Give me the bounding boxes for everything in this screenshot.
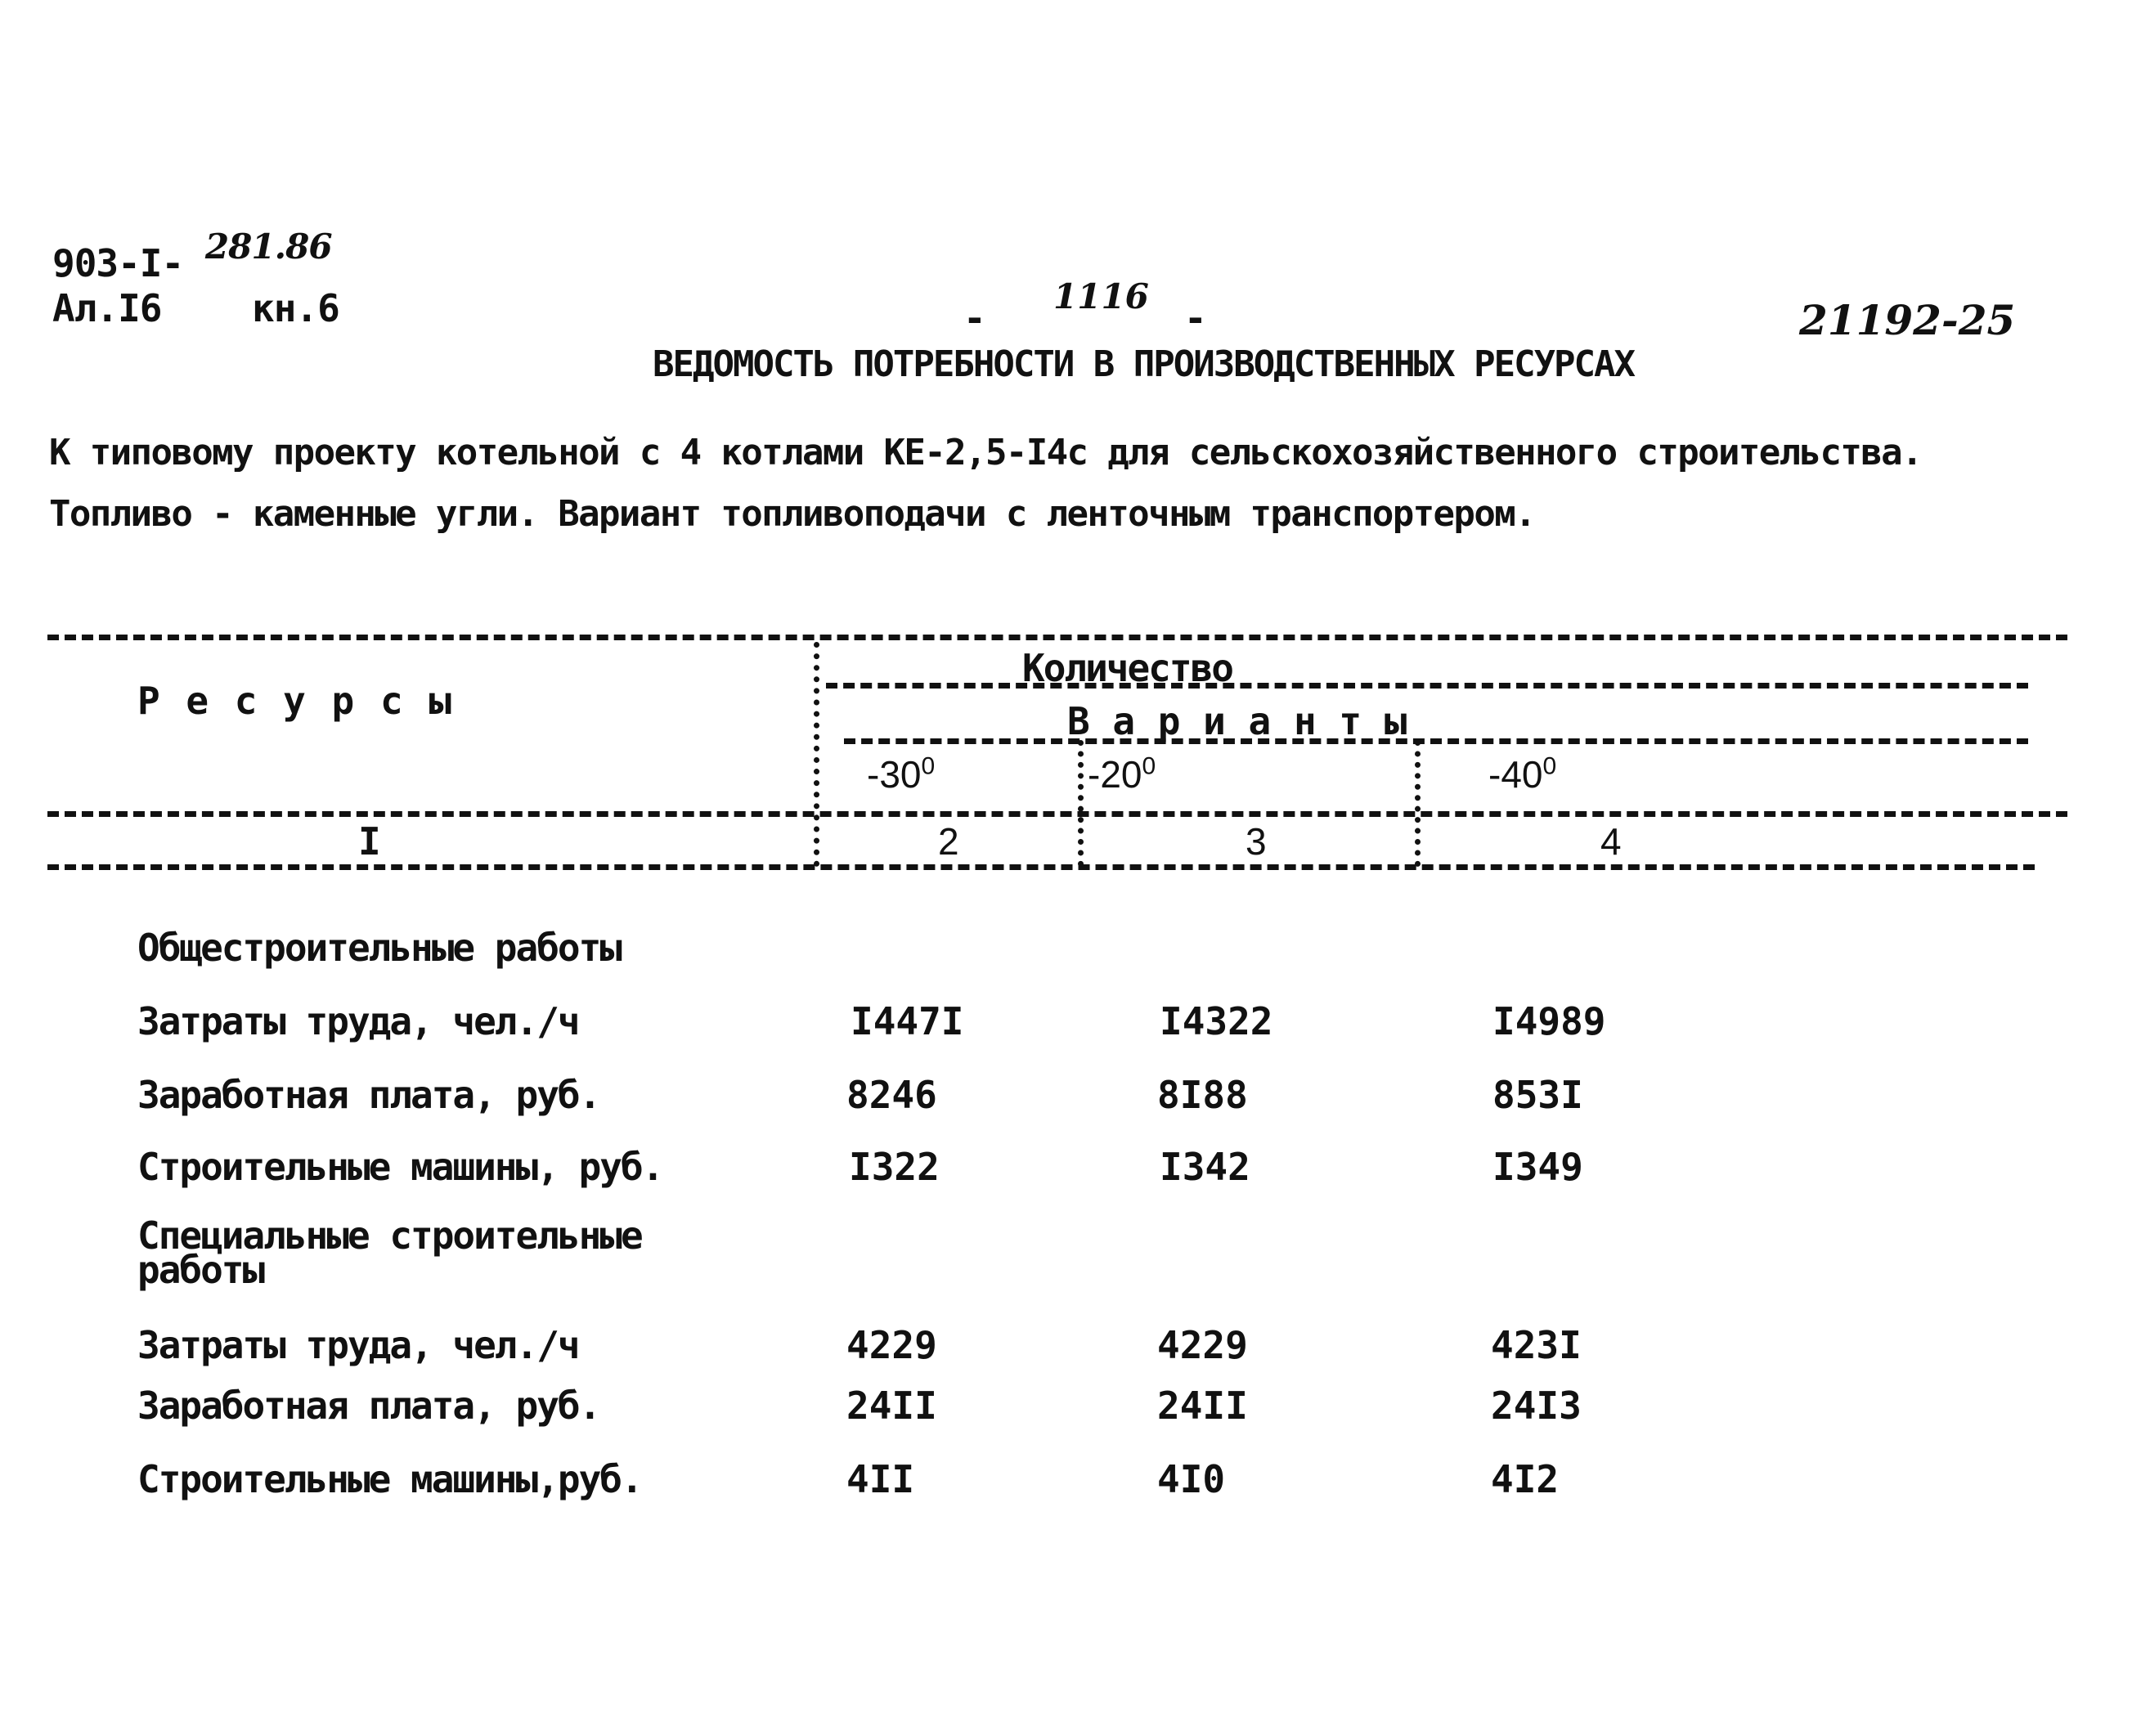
code-prefix: 903-I-	[52, 241, 184, 285]
document-code	[52, 227, 332, 285]
cell-machines-1-v1: I322	[849, 1145, 940, 1189]
variant-2-value: -20	[1088, 753, 1142, 796]
cell-wages-1-v1: 8246	[846, 1073, 937, 1117]
cell-machines-2-v3: 4I2	[1491, 1457, 1560, 1501]
cell-wages-2-v2: 24II	[1157, 1384, 1248, 1428]
cell-labor-2-v3: 423I	[1491, 1323, 1582, 1367]
page-dash-right: -	[1184, 296, 1206, 340]
cell-wages-1-v2: 8I88	[1157, 1073, 1248, 1117]
column-separator-3	[1415, 740, 1421, 867]
page-number: 1116	[1053, 276, 1149, 316]
book-number: кн.6	[252, 286, 339, 330]
cell-machines-1-v2: I342	[1160, 1145, 1250, 1189]
variants-header: В а р и а н т ы	[1067, 699, 1407, 743]
column-separator-1	[814, 642, 819, 867]
cell-machines-2-v1: 4II	[846, 1457, 915, 1501]
code-handwritten: 281.86	[204, 227, 332, 267]
cell-labor-1-v1: I447I	[851, 999, 964, 1043]
degree-mark-2: 0	[1142, 752, 1156, 780]
quantity-rule	[826, 683, 2028, 689]
column-separator-2	[1078, 740, 1084, 867]
row-label-machines-1: Строительные машины, руб.	[137, 1145, 663, 1189]
variant-3-header	[1488, 752, 1556, 796]
variant-3-value: -40	[1488, 753, 1543, 796]
page-dash-left: -	[963, 296, 985, 340]
variant-1-header	[867, 752, 935, 796]
row-label-machines-2: Строительные машины,руб.	[137, 1457, 642, 1501]
cell-labor-1-v3: I4989	[1492, 999, 1606, 1043]
document-title: ВЕДОМОСТЬ ПОТРЕБНОСТИ В ПРОИЗВОДСТВЕННЫХ РЕСУРСАХ	[653, 343, 1635, 385]
cell-labor-1-v2: I4322	[1160, 999, 1273, 1043]
degree-mark-1: 0	[921, 752, 936, 780]
variant-1-value: -30	[867, 753, 922, 796]
cell-wages-2-v1: 24II	[846, 1384, 937, 1428]
row-label-wages-1: Заработная плата, руб.	[137, 1073, 600, 1117]
row-label-labor-1: Затраты труда, чел./ч	[137, 999, 579, 1043]
row-label-special-works: Специальные строительные работы	[137, 1213, 642, 1292]
row-label-wages-2: Заработная плата, руб.	[137, 1384, 600, 1428]
column-number-4: 4	[1600, 820, 1622, 863]
row-label-general-works: Общестроительные работы	[137, 926, 621, 970]
row-label-labor-2: Затраты труда, чел./ч	[137, 1323, 579, 1367]
variants-rule	[844, 738, 2028, 744]
quantity-header: Количество	[1022, 646, 1232, 690]
cell-machines-2-v2: 4I0	[1157, 1457, 1226, 1501]
column-number-2: 2	[938, 820, 959, 863]
cell-wages-1-v3: 853I	[1492, 1073, 1583, 1117]
cell-wages-2-v3: 24I3	[1491, 1384, 1582, 1428]
column-number-3: 3	[1246, 820, 1267, 863]
table-top-rule	[47, 635, 2067, 640]
cell-labor-2-v1: 4229	[846, 1323, 937, 1367]
album-number: Ал.I6	[52, 286, 162, 330]
cell-machines-1-v3: I349	[1492, 1145, 1583, 1189]
column-number-1: I	[358, 819, 381, 864]
header-bottom-rule	[47, 811, 2067, 817]
variant-2-header	[1088, 752, 1156, 796]
resources-header: Р е с у р с ы	[137, 679, 454, 723]
degree-mark-3: 0	[1542, 752, 1557, 780]
cell-labor-2-v2: 4229	[1157, 1323, 1248, 1367]
intro-line-2: Топливо - каменные угли. Вариант топливоподачи с ленточным транспортером.	[49, 493, 1535, 535]
numbers-bottom-rule	[47, 864, 2035, 870]
intro-line-1: К типовому проекту котельной с 4 котлами КЕ-2,5-I4с для сельскохозяйственного строительства.	[49, 432, 1922, 473]
document-number: 21192-25	[1799, 296, 2016, 344]
